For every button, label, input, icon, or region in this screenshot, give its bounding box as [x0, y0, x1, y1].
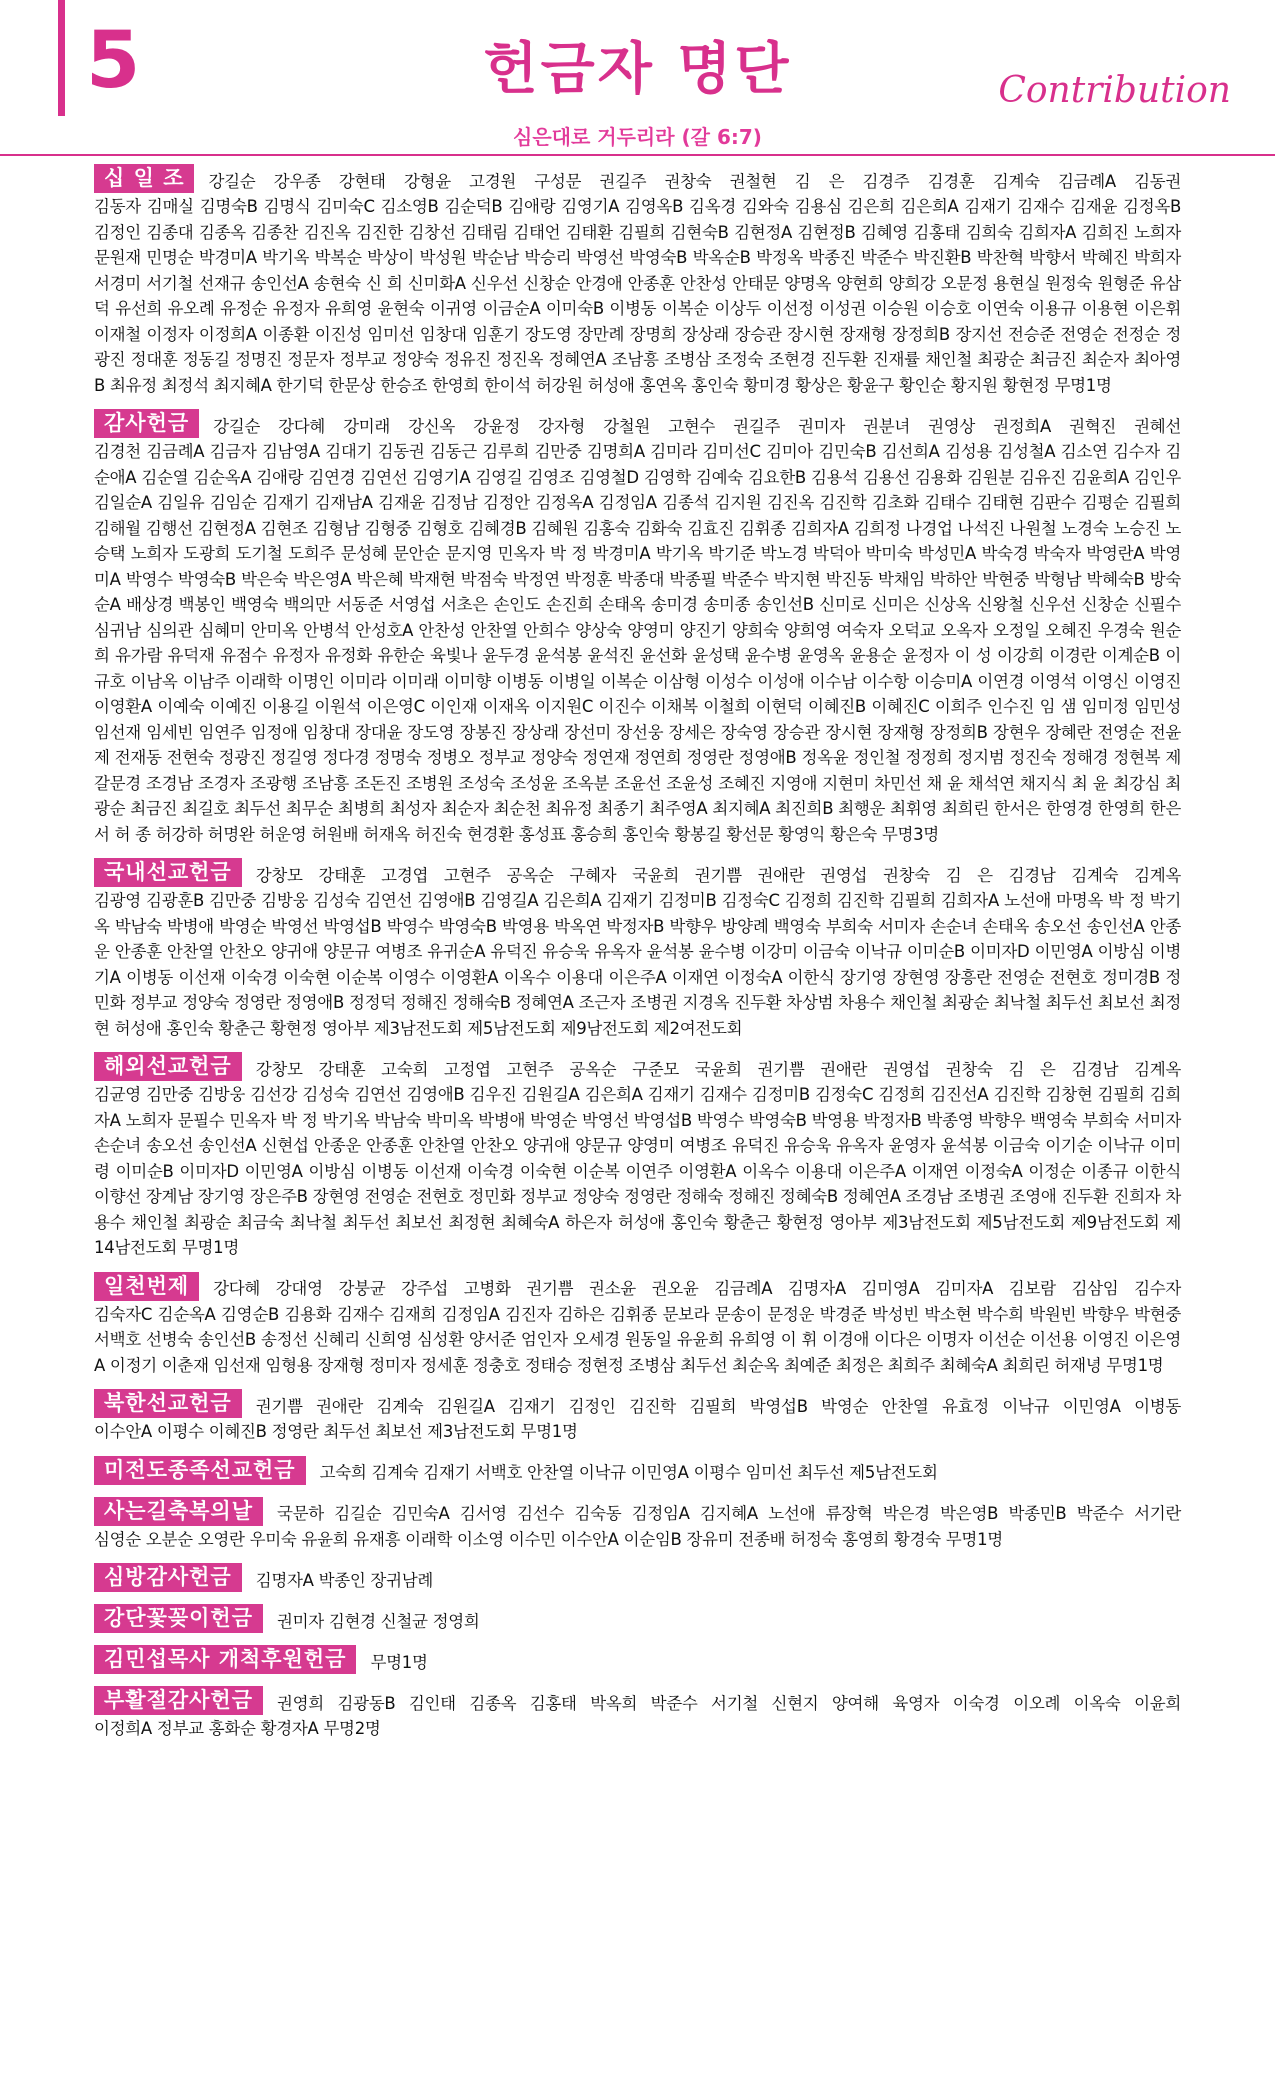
section-tithe — [94, 164, 1181, 398]
section-label: 미전도종족선교헌금 — [94, 1456, 306, 1485]
page-number: 5 — [86, 16, 141, 106]
section-label: 해외선교헌금 — [94, 1052, 242, 1081]
name-list: 김광영 김광훈B 김만중 김방웅 김성숙 김연선 김영애B 김영길A 김은희A 김재기 김정미B 김정숙C 김정희 김진학 김필희 김희자A 노선애 마명옥 박 정 박기옥 박남숙 박병애 박영순 박영선 박영섭B 박영수 박영숙B 박영용 박옥연 박정자B 박향우 방양례 백영숙 부희숙 서미자 손순녀 손태옥 송오선 송인선A 안종운 안종훈 안찬열 안찬오 양귀애 양문규 여병조 유귀순A 유덕진 유승욱 유옥자 윤석봉 윤수병 이강미 이금숙 이낙규 이미순B 이미자D 이민영A 이방심 이병기A 이병동 이선재 이숙경 이숙현 이순복 이영수 이영환A 이옥수 이용대 이은주A 이재연 이정숙A 이한식 장기영 장현영 장흥란 전영순 전현호 정미경B 정민화 정부교 정양숙 정영란 정영애B 정정덕 정해진 정해숙B 정혜연A 조근자 조병권 지경옥 진두환 차상범 차용수 채인철 최광순 최낙철 최두선 최보선 최정현 허성애 홍인숙 황춘근 황현정 영아부 제3남전도회 제5남전도회 제9남전도회 제2여전도회 — [94, 891, 1181, 1038]
name-list-first-line: 고숙희 김계숙 김재기 서백호 안찬열 이낙규 이민영A 이평수 임미선 최두선 제5남전도회 — [319, 1463, 938, 1482]
name-list: 김경천 김금례A 김금자 김남영A 김대기 김동권 김동근 김루희 김만중 김명희A 김미라 김미선C 김미아 김민숙B 김선희A 김성용 김성철A 김소연 김수자 김순애A 김순열 김순옥A 김애랑 김연경 김연선 김영기A 김영길 김영조 김영철D 김영학 김예숙 김요한B 김용석 김용선 김용화 김원분 김유진 김윤희A 김인우 김일순A 김일유 김임순 김재기 김재남A 김재윤 김정남 김정안 김정옥A 김정임A 김종석 김지원 김진옥 김진학 김초화 김태수 김태현 김판수 김평순 김필희 김해월 김행선 김현정A 김현조 김형남 김형중 김형호 김혜경B 김혜원 김홍숙 김화숙 김효진 김휘종 김희자A 김희정 나경업 나석진 나원철 노경숙 노승진 노승택 노희자 도광희 도기철 도희주 문성혜 문안순 문지영 민옥자 박 정 박경미A 박기옥 박기준 박노경 박덕아 박미숙 박성민A 박숙경 박숙자 박영란A 박영미A 박영수 박영숙B 박은숙 박은영A 박은혜 박재현 박점숙 박정연 박정훈 박종대 박종필 박준수 박지현 박진동 박채임 박하안 박현중 박형남 박혜숙B 방숙순A 배상경 백봉인 백영숙 백의만 서동준 서영섭 서초은 손인도 손진희 손태옥 송미경 송미종 송인선B 신미로 신미은 신상옥 신왕철 신우선 신창순 신필수 심귀남 심의관 심혜미 안미옥 안병석 안성호A 안찬성 안찬열 안희수 양상숙 양영미 양진기 양희숙 양희영 여숙자 오덕교 오옥자 오정일 오혜진 우경숙 원순희 유가람 유덕재 유점수 유정자 유정화 유한순 육빛나 윤두경 윤석봉 윤석진 윤선화 윤성택 윤수병 윤영옥 윤용순 윤정자 이 성 이강희 이경란 이계순B 이규호 이남옥 이남주 이래학 이명인 이미라 이미래 이미향 이병동 이병일 이복순 이삼형 이성수 이성애 이수남 이수항 이승미A 이연경 이영석 이영신 이영진 이영환A 이예숙 이예진 이용길 이원석 이은영C 이인재 이재옥 이지원C 이진수 이채복 이철희 이현덕 이혜진B 이혜진C 이희주 인수진 임 샘 임미정 임민성 임선재 임세빈 임연주 임정애 임창대 장대윤 장도영 장봉진 장상래 장선미 장선웅 장세은 장숙영 장승관 장시현 장재형 장정희B 장현우 장혜란 전영순 전윤제 전재동 전현숙 정광진 정길영 정다경 정명숙 정병오 정부교 정양숙 정연재 정연희 정영란 정영애B 정옥윤 정인철 정정희 정지범 정진숙 정해경 정현복 제갈문경 조경남 조경자 조광행 조남흥 조돈진 조병원 조성숙 조성윤 조옥분 조윤선 조윤성 조혜진 지영애 지현미 차민선 채 윤 채석연 채지식 최 윤 최강심 최광순 최금진 최길호 최두선 최무순 최병희 최성자 최순자 최순천 최유정 최종기 최주영A 최지혜A 최진희B 최행운 최휘영 최희린 한서은 한영경 한영희 한은서 허 종 허강하 허명완 허운영 허원배 허재옥 허진숙 현경환 홍성표 홍승희 홍인숙 황봉길 황선문 황영익 황은숙 무명3명 — [94, 442, 1181, 844]
section-altar-flowers — [94, 1604, 1181, 1634]
bible-verse: 심은대로 거두리라 (갈 6:7) — [513, 125, 762, 149]
section-label: 심방감사헌금 — [94, 1563, 242, 1592]
header-divider — [0, 154, 1275, 156]
section-visitation-thanks — [94, 1563, 1181, 1593]
name-list-first-line: 권미자 김현경 신철균 정영희 — [277, 1611, 480, 1631]
section-label: 국내선교헌금 — [94, 858, 242, 887]
name-list: 김균영 김만중 김방웅 김선강 김성숙 김연선 김영애B 김우진 김원길A 김은희A 김재기 김재수 김정미B 김정숙C 김정희 김진선A 김진학 김창현 김필희 김희자A 노희자 문필수 민옥자 박 정 박기옥 박남숙 박미옥 박병애 박영순 박영선 박영섭B 박영수 박영숙B 박영용 박정자B 박종영 박향우 백영숙 부희숙 서미자 손순녀 송오선 송인선A 신현섭 안종운 안종훈 안찬열 안찬오 양귀애 양문규 양영미 여병조 유덕진 유승욱 유옥자 윤영자 윤석봉 이금숙 이기순 이낙규 이미령 이미순B 이미자D 이민영A 이방심 이병동 이선재 이숙경 이숙현 이순복 이연주 이영환A 이옥수 이용대 이은주A 이재연 이정숙A 이정순 이종규 이한식 이향선 장계남 장기영 장은주B 장현영 전영순 전현호 정민화 정부교 정양숙 정영란 정해숙 정해진 정혜숙B 정혜연A 조경남 조병권 조영애 진두환 진희자 차용수 채인철 최광순 최금숙 최낙철 최두선 최보선 최정현 최혜숙A 하은자 허성애 홍인숙 황춘근 황현정 영아부 제3남전도회 제5남전도회 제9남전도회 제14남전도회 무명1명 — [94, 1085, 1181, 1257]
contributor-list — [94, 164, 1181, 1753]
section-overseas-mission — [94, 1052, 1181, 1261]
section-label: 김민섭목사 개척후원헌금 — [94, 1645, 356, 1674]
name-list: 이수안A 이평수 이혜진B 정영란 최두선 최보선 제3남전도회 무명1명 — [94, 1422, 578, 1441]
name-list-first-line: 권기쁨 권애란 김계숙 김원길A 김재기 김정인 김진학 김필희 박영섭B 박영순 안찬열 유효정 이낙규 이민영A 이병동 — [255, 1396, 1181, 1416]
name-list: 이정희A 정부교 홍화순 황경자A 무명2명 — [94, 1719, 381, 1738]
section-thanksgiving — [94, 409, 1181, 847]
section-label: 북한선교헌금 — [94, 1389, 242, 1418]
section-unreached-mission — [94, 1456, 1181, 1486]
section-thousand-offering — [94, 1272, 1181, 1379]
section-label: 십 일 조 — [94, 164, 194, 193]
section-label: 강단꽃꽂이헌금 — [94, 1604, 263, 1633]
name-list: 심영순 오분순 오영란 우미숙 유윤희 유재흥 이래학 이소영 이수민 이수안A 이순임B 장유미 전종배 허정숙 홍영희 황경숙 무명1명 — [94, 1529, 1003, 1549]
section-north-korea-mission — [94, 1389, 1181, 1445]
name-list: 김동자 김매실 김명숙B 김명식 김미숙C 김소영B 김순덕B 김애랑 김영기A 김영옥B 김옥경 김와숙 김용심 김은희 김은희A 김재기 김재수 김재윤 김정옥B 김정인 김종대 김종옥 김종찬 김진옥 김진한 김창선 김태림 김태언 김태환 김필희 김현숙B 김현정A 김현정B 김혜영 김홍태 김희숙 김희자A 김희진 노희자 문원재 민명순 박경미A 박기옥 박복순 박상이 박성원 박순남 박승리 박영선 박영숙B 박옥순B 박정옥 박종진 박준수 박진환B 박찬혁 박향서 박혜진 박희자 서경미 서기철 선재규 송인선A 송현숙 신 희 신미화A 신우선 신창순 안경애 안종훈 안찬성 안태문 양명옥 양현희 양희강 오문정 용현실 원정숙 원형준 유삼덕 유선희 유오례 유정순 유정자 유희영 윤현숙 이귀영 이금순A 이미숙B 이병동 이복순 이상두 이선정 이성권 이승원 이승호 이연숙 이용규 이용현 이은휘 이재철 이정자 이정희A 이종환 이진성 임미선 임창대 임훈기 장도영 장만례 장명희 장상래 장승관 장시현 장재형 장정희B 장지선 전승준 전영순 전정순 정광진 정대훈 정동길 정명진 정문자 정부교 정양숙 정유진 정진옥 정혜연A 조남흥 조병삼 조정숙 조현경 진두환 진재률 채인철 최광순 최금진 최순자 최아영B 최유정 최정석 최지혜A 한기덕 한문상 한승조 한영희 한이석 허강원 허성애 홍연옥 홍인숙 황미경 황상은 황윤구 황인순 황지원 황현정 무명1명 — [94, 197, 1181, 395]
name-list-first-line: 강창모 강태훈 고숙희 고정엽 고현주 공옥순 구준모 국윤희 권기쁨 권애란 권영섭 권창숙 김 은 김경남 김계옥 — [255, 1059, 1181, 1079]
name-list-first-line: 국문하 김길순 김민숙A 김서영 김선수 김숙동 김정임A 김지혜A 노선애 류장혁 박은경 박은영B 박종민B 박준수 서기란 — [277, 1504, 1181, 1523]
section-label: 부활절감사헌금 — [94, 1686, 263, 1715]
name-list-first-line: 무명1명 — [370, 1652, 428, 1672]
name-list-first-line: 강창모 강태훈 고경엽 고현주 공옥순 구혜자 국윤희 권기쁨 권애란 권영섭 권창숙 김 은 김경남 김계숙 김계옥 — [255, 865, 1181, 885]
name-list-first-line: 김명자A 박종인 장귀남례 — [255, 1570, 433, 1590]
section-label: 감사헌금 — [94, 409, 199, 438]
name-list-first-line: 강길순 강우종 강현태 강형윤 고경원 구성문 권길주 권창숙 권철현 김 은 김경주 김경훈 김계숙 김금례A 김동권 — [208, 171, 1181, 191]
name-list-first-line: 강다혜 강대영 강붕균 강주섭 고병화 권기쁨 권소윤 권오윤 김금례A 김명자A 김미영A 김미자A 김보람 김삼임 김수자 — [213, 1279, 1181, 1298]
section-easter-thanks — [94, 1686, 1181, 1742]
english-title: Contribution — [998, 70, 1231, 111]
name-list: 김숙자C 김순옥A 김영순B 김용화 김재수 김재희 김정임A 김진자 김하은 김휘종 문보라 문송이 문정운 박경준 박성빈 박소현 박수희 박원빈 박향우 박현중 서백호 선병숙 송인선B 송정선 신혜리 신희영 심성환 양서준 엄인자 오세경 원동일 유윤희 유희영 이 휘 이경애 이다은 이명자 이선순 이선용 이영진 이은영A 이정기 이춘재 임선재 임형용 장재형 정미자 정세훈 정충호 정태승 정현정 조병삼 최두선 최순옥 최예준 최정은 최희주 최혜숙A 최희린 허재녕 무명1명 — [94, 1304, 1181, 1375]
section-label: 일천번제 — [94, 1272, 199, 1301]
name-list-first-line: 권영희 김광동B 김인태 김종옥 김홍태 박옥희 박준수 서기철 신현지 양여해 육영자 이숙경 이오례 이옥숙 이윤희 — [277, 1693, 1181, 1713]
section-blessing-day — [94, 1497, 1181, 1553]
section-label: 사는길축복의날 — [94, 1497, 263, 1526]
page-title: 헌금자 명단 — [483, 37, 792, 102]
section-domestic-mission — [94, 858, 1181, 1041]
name-list-first-line: 강길순 강다혜 강미래 강신옥 강윤정 강자형 강철원 고현수 권길주 권미자 권분녀 권영상 권정희A 권혁진 권혜선 — [213, 416, 1181, 436]
section-church-planting-support — [94, 1645, 1181, 1675]
